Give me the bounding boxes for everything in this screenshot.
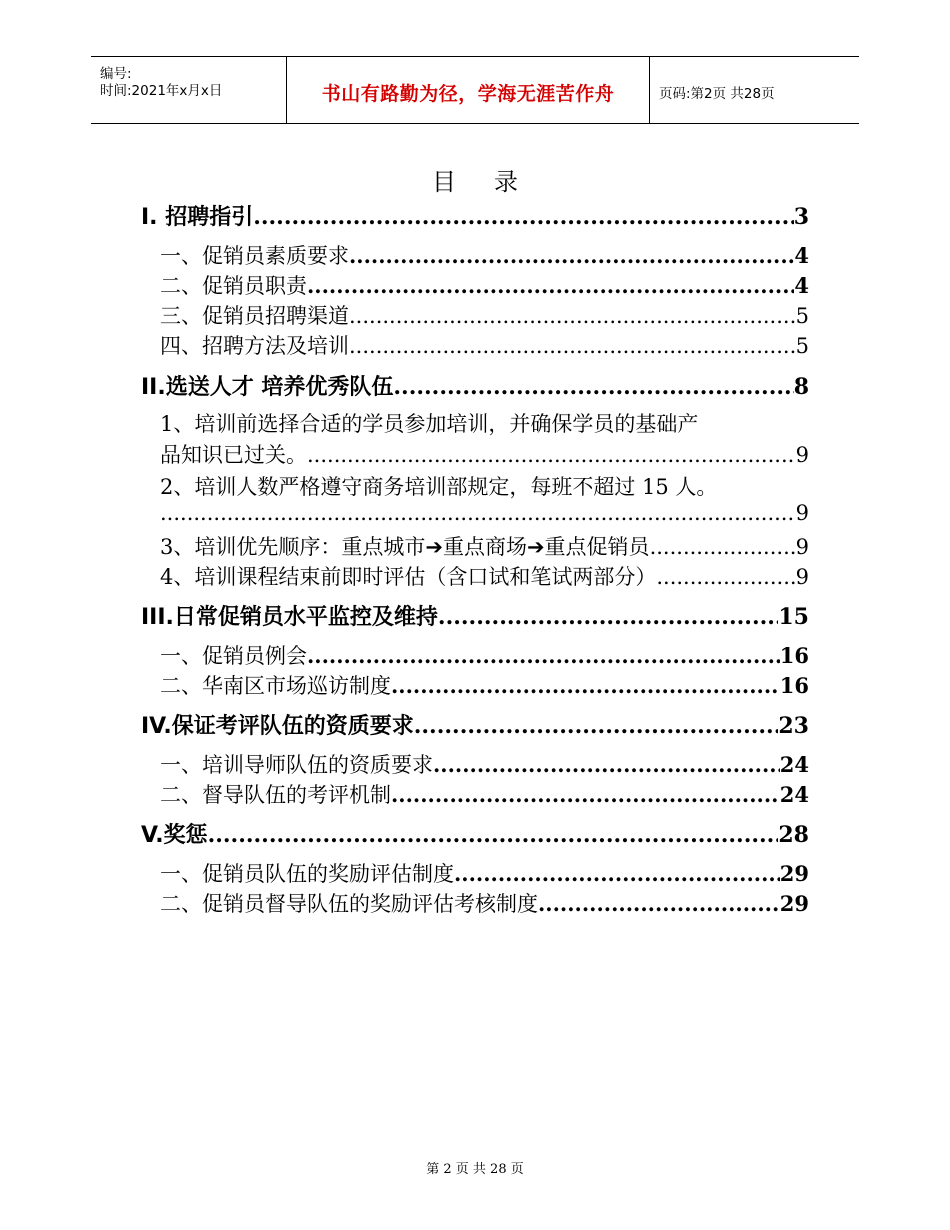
toc-page-number: 23 — [778, 713, 809, 739]
toc-title: 目录 — [432, 168, 556, 196]
toc-entry-text: 一、促销员例会 — [160, 644, 307, 668]
toc-page-number: 3 — [793, 204, 809, 230]
toc-page-number: 4 — [794, 243, 809, 268]
document-number-label: 编号: — [100, 66, 132, 82]
toc-page-number: 16 — [779, 673, 809, 698]
toc-entry[interactable] — [141, 640, 809, 670]
toc-section-1[interactable] — [141, 200, 809, 231]
toc-section-5[interactable] — [141, 818, 809, 849]
toc-entry-text: 一、促销员素质要求 — [160, 244, 349, 268]
toc-entry-line[interactable]: 2、培训人数严格遵守商务培训部规定，每班不超过 15 人。 — [160, 475, 718, 499]
toc-section-2[interactable] — [141, 370, 809, 401]
toc-entry-text: 二、华南区市场巡访制度 — [160, 674, 391, 698]
toc-page-number: 24 — [779, 752, 809, 777]
toc-page-number: 5 — [795, 304, 809, 328]
toc-entry-text: IV.保证考评队伍的资质要求 — [141, 714, 414, 739]
toc-entry-text: 一、促销员队伍的奖励评估制度 — [160, 862, 454, 886]
toc-page-number: 15 — [778, 604, 809, 630]
toc-entry-text: 3、培训优先顺序：重点城市➔重点商场➔重点促销员 — [160, 535, 650, 559]
toc-page-number: 9 — [795, 535, 809, 559]
toc-page-number: 8 — [793, 374, 809, 400]
toc-page-number: 29 — [779, 861, 809, 886]
toc-page-number: 24 — [779, 782, 809, 807]
toc-entry-text: I. 招聘指引 — [141, 205, 254, 230]
toc-entry[interactable] — [141, 270, 809, 300]
header-page-cell — [650, 57, 859, 123]
toc-entry[interactable] — [141, 240, 809, 270]
toc-entry-text: 四、招聘方法及培训 — [160, 334, 349, 358]
toc-page-number: 16 — [779, 643, 809, 668]
toc-entry-text: 三、促销员招聘渠道 — [160, 304, 349, 328]
toc-entry[interactable] — [141, 888, 809, 918]
toc-entry-text: 一、培训导师队伍的资质要求 — [160, 753, 433, 777]
toc-entry-text: V.奖惩 — [141, 823, 208, 848]
toc-entry[interactable] — [141, 439, 809, 469]
toc-entry[interactable] — [141, 330, 809, 360]
toc-page-number: 5 — [795, 334, 809, 358]
toc-entry[interactable] — [141, 501, 809, 525]
header-meta-cell — [91, 57, 287, 123]
toc-section-3[interactable] — [141, 600, 809, 631]
toc-entry-text: 二、促销员督导队伍的奖励评估考核制度 — [160, 892, 538, 916]
toc-entry-text: II.选送人才 培养优秀队伍 — [141, 375, 394, 400]
toc-entry[interactable] — [141, 858, 809, 888]
toc-page-number: 29 — [779, 891, 809, 916]
toc-entry-text: 二、促销员职责 — [160, 274, 307, 298]
toc-entry[interactable] — [141, 749, 809, 779]
toc-entry[interactable] — [141, 670, 809, 700]
toc-entry-text: 二、督导队伍的考评机制 — [160, 783, 391, 807]
toc-page-number: 4 — [794, 273, 809, 298]
toc-entry-line[interactable]: 1、培训前选择合适的学员参加培训，并确保学员的基础产 — [160, 412, 699, 436]
header-page-number: 页码:第2页 共28页 — [659, 86, 775, 102]
toc-entry[interactable] — [141, 300, 809, 330]
document-date-label: 时间:2021年x月x日 — [100, 83, 223, 99]
toc-entry-text: 4、培训课程结束前即时评估（含口试和笔试两部分） — [160, 565, 657, 589]
page-footer: 第 2 页 共 28 页 — [426, 1162, 524, 1177]
toc-entry-text: 品知识已过关。 — [160, 443, 307, 467]
toc-page-number: 28 — [778, 822, 809, 848]
toc-entry[interactable] — [141, 779, 809, 809]
toc-entry[interactable] — [141, 531, 809, 561]
page-header — [91, 56, 859, 124]
motto-text: 书山有路勤为径，学海无涯苦作舟 — [321, 83, 615, 105]
toc-page-number: 9 — [795, 565, 809, 589]
toc-page-number: 9 — [795, 501, 809, 525]
toc-section-4[interactable] — [141, 709, 809, 740]
header-motto-cell — [287, 57, 650, 123]
toc-entry-text: III.日常促销员水平监控及维持 — [141, 605, 438, 630]
toc-entry[interactable] — [141, 561, 809, 591]
toc-page-number: 9 — [795, 443, 809, 467]
